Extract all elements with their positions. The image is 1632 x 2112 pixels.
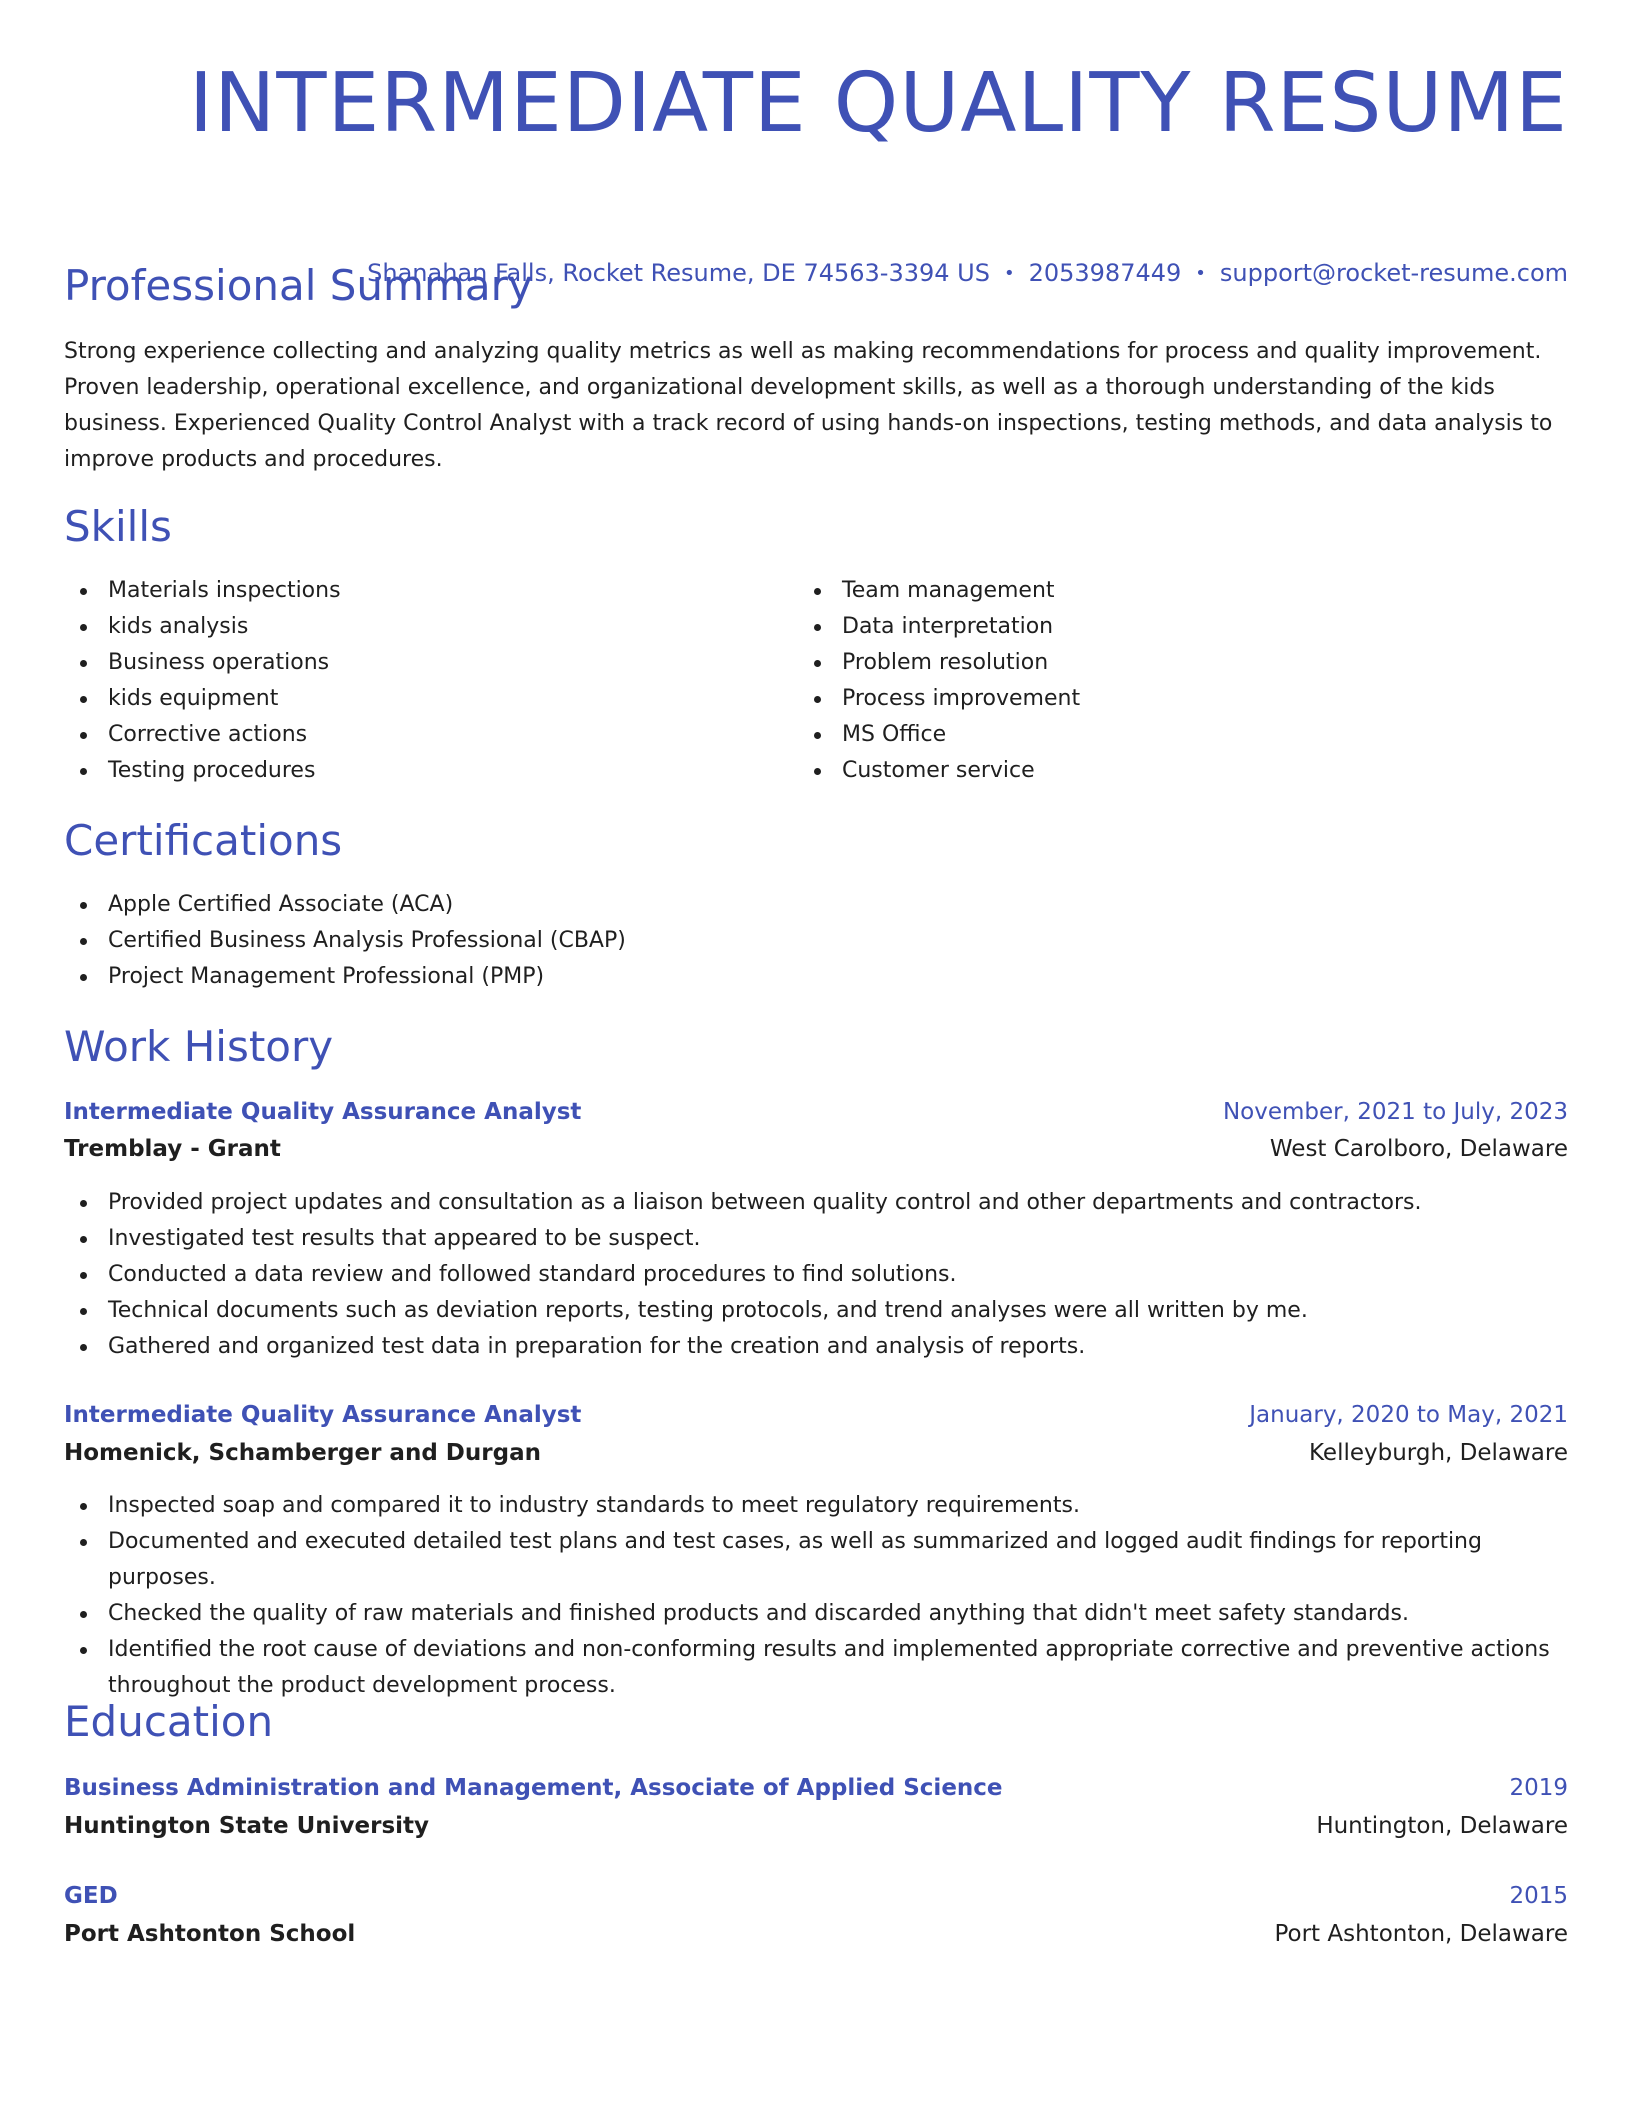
skill-label: Testing procedures xyxy=(108,758,316,783)
skill-label: Business operations xyxy=(108,650,330,675)
bullet-dot xyxy=(80,1611,87,1618)
skill-item xyxy=(798,681,1498,717)
contact-email[interactable]: support@rocket-resume.com xyxy=(1219,259,1568,287)
contact-phone: 2053987449 xyxy=(1028,259,1182,287)
certification-item xyxy=(64,959,1568,995)
skills-heading: Skills xyxy=(64,502,172,551)
job-title: Intermediate Quality Assurance Analyst xyxy=(64,1402,582,1428)
bullet-dot xyxy=(80,902,87,909)
skill-label: Materials inspections xyxy=(108,578,341,603)
bullet-dot xyxy=(80,660,87,667)
bullet-dot xyxy=(80,768,87,775)
job-bullet xyxy=(64,1524,1568,1596)
bullet-dot xyxy=(80,1308,87,1315)
skill-item xyxy=(798,717,1498,753)
job-bullet xyxy=(64,1596,1568,1632)
skill-label: kids analysis xyxy=(108,614,249,639)
skill-label: MS Office xyxy=(842,722,947,747)
job-title: Intermediate Quality Assurance Analyst xyxy=(64,1099,582,1125)
bullet-dot xyxy=(80,938,87,945)
skill-item xyxy=(798,573,1498,609)
job-bullet-text: Identified the root cause of deviations and non-conforming results and implemented appropriate corrective and preventive actions throughout the product development process. xyxy=(108,1637,1550,1698)
skill-item xyxy=(798,609,1498,645)
job-bullet-text: Checked the quality of raw materials and finished products and discarded anything that didn't meet safety standards. xyxy=(108,1601,1409,1626)
certification-label: Apple Certified Associate (ACA) xyxy=(108,892,454,917)
job-bullet xyxy=(64,1257,1568,1293)
bullet-dot xyxy=(814,732,821,739)
skill-label: Data interpretation xyxy=(842,614,1054,639)
bullet-dot xyxy=(80,1503,87,1510)
education-location: Port Ashtonton, Delaware xyxy=(1274,1921,1568,1947)
job-dates: January, 2020 to May, 2021 xyxy=(1249,1402,1568,1428)
bullet-dot xyxy=(80,624,87,631)
job-location: West Carolboro, Delaware xyxy=(1269,1136,1568,1162)
job-bullet xyxy=(64,1221,1568,1257)
education-degree: GED xyxy=(64,1883,118,1909)
skill-item xyxy=(64,609,764,645)
contact-line xyxy=(367,256,1568,291)
resume-title: INTERMEDIATE QUALITY RESUME xyxy=(188,56,1568,151)
separator-dot: • xyxy=(1195,263,1206,284)
summary-heading: Professional Summary xyxy=(64,261,533,310)
job-dates: November, 2021 to July, 2023 xyxy=(1222,1099,1568,1125)
job-bullet-text: Conducted a data review and followed standard procedures to find solutions. xyxy=(108,1262,957,1287)
bullet-dot xyxy=(80,1344,87,1351)
skill-label: Team management xyxy=(842,578,1055,603)
separator-dot: • xyxy=(1003,263,1015,284)
skill-item xyxy=(64,645,764,681)
bullet-dot xyxy=(814,624,821,631)
education-school: Huntington State University xyxy=(64,1813,430,1839)
summary-text: Strong experience collecting and analyzing quality metrics as well as making recommendations for process and quality improvement. Proven leadership, operational excellence, and organizational development skills, as well as a thorough understanding of the kids business. Experienced Quality Control Analyst with a track record of using hands-on inspections, testing methods, and data analysis to improve products and procedures. xyxy=(64,339,1553,472)
job-employer: Homenick, Schamberger and Durgan xyxy=(64,1440,541,1466)
skill-label: kids equipment xyxy=(108,686,279,711)
job-employer-row xyxy=(64,1130,1568,1168)
skill-item xyxy=(64,681,764,717)
job-bullet xyxy=(64,1185,1568,1221)
education-heading: Education xyxy=(64,1697,274,1746)
skill-label: Process improvement xyxy=(842,686,1081,711)
skill-label: Corrective actions xyxy=(108,722,308,747)
job-employer: Tremblay - Grant xyxy=(64,1136,281,1162)
job-bullet-text: Provided project updates and consultation as a liaison between quality control and other departments and contractors. xyxy=(108,1190,1422,1215)
education-location: Huntington, Delaware xyxy=(1316,1813,1568,1839)
bullet-dot xyxy=(80,588,87,595)
skill-label: Customer service xyxy=(842,758,1035,783)
education-degree-row xyxy=(64,1770,1568,1806)
certification-label: Certified Business Analysis Professional (CBAP) xyxy=(108,928,626,953)
education-school: Port Ashtonton School xyxy=(64,1921,356,1947)
skills-list-left xyxy=(64,573,764,789)
bullet-dot xyxy=(80,732,87,739)
bullet-dot xyxy=(80,974,87,981)
job-bullet xyxy=(64,1488,1568,1524)
education-school-row xyxy=(64,1915,1568,1953)
certification-label: Project Management Professional (PMP) xyxy=(108,964,545,989)
certification-item xyxy=(64,923,1568,959)
skills-list-right xyxy=(798,573,1498,789)
education-degree: Business Administration and Management, Associate of Applied Science xyxy=(64,1775,1003,1801)
bullet-dot xyxy=(814,660,821,667)
bullet-dot xyxy=(80,1647,87,1654)
certification-item xyxy=(64,887,1568,923)
bullet-dot xyxy=(814,696,821,703)
contact-address: Shanahan Falls, Rocket Resume, DE 74563-3394 US xyxy=(367,259,990,287)
skill-item xyxy=(798,753,1498,789)
skill-item xyxy=(64,573,764,609)
education-degree-row xyxy=(64,1878,1568,1914)
education-year: 2015 xyxy=(1509,1883,1568,1909)
job-bullet xyxy=(64,1329,1568,1365)
skill-item xyxy=(64,717,764,753)
skill-label: Problem resolution xyxy=(842,650,1049,675)
job-bullet-text: Documented and executed detailed test plans and test cases, as well as summarized and logged audit findings for reporting purposes. xyxy=(108,1529,1482,1590)
job-employer-row xyxy=(64,1434,1568,1472)
education-school-row xyxy=(64,1807,1568,1845)
job-location: Kelleyburgh, Delaware xyxy=(1308,1440,1568,1466)
job-bullet-list xyxy=(64,1488,1568,1704)
certifications-list xyxy=(64,887,1568,995)
bullet-dot xyxy=(80,1200,87,1207)
bullet-dot xyxy=(80,1539,87,1546)
job-title-row xyxy=(64,1397,1568,1433)
certifications-heading: Certifications xyxy=(64,816,343,865)
education-year: 2019 xyxy=(1509,1775,1568,1801)
bullet-dot xyxy=(80,696,87,703)
job-bullet-list xyxy=(64,1185,1568,1365)
skill-item xyxy=(64,753,764,789)
skill-item xyxy=(798,645,1498,681)
job-bullet-text: Gathered and organized test data in preparation for the creation and analysis of reports. xyxy=(108,1334,1086,1359)
bullet-dot xyxy=(814,768,821,775)
work-history-heading: Work History xyxy=(64,1022,334,1071)
job-bullet-text: Technical documents such as deviation reports, testing protocols, and trend analyses were all written by me. xyxy=(108,1298,1308,1323)
job-bullet-text: Inspected soap and compared it to industry standards to meet regulatory requirements. xyxy=(108,1493,1080,1518)
job-bullet-text: Investigated test results that appeared to be suspect. xyxy=(108,1226,701,1251)
job-title-row xyxy=(64,1094,1568,1130)
job-bullet xyxy=(64,1293,1568,1329)
bullet-dot xyxy=(80,1272,87,1279)
bullet-dot xyxy=(814,588,821,595)
job-bullet xyxy=(64,1632,1568,1704)
bullet-dot xyxy=(80,1236,87,1243)
